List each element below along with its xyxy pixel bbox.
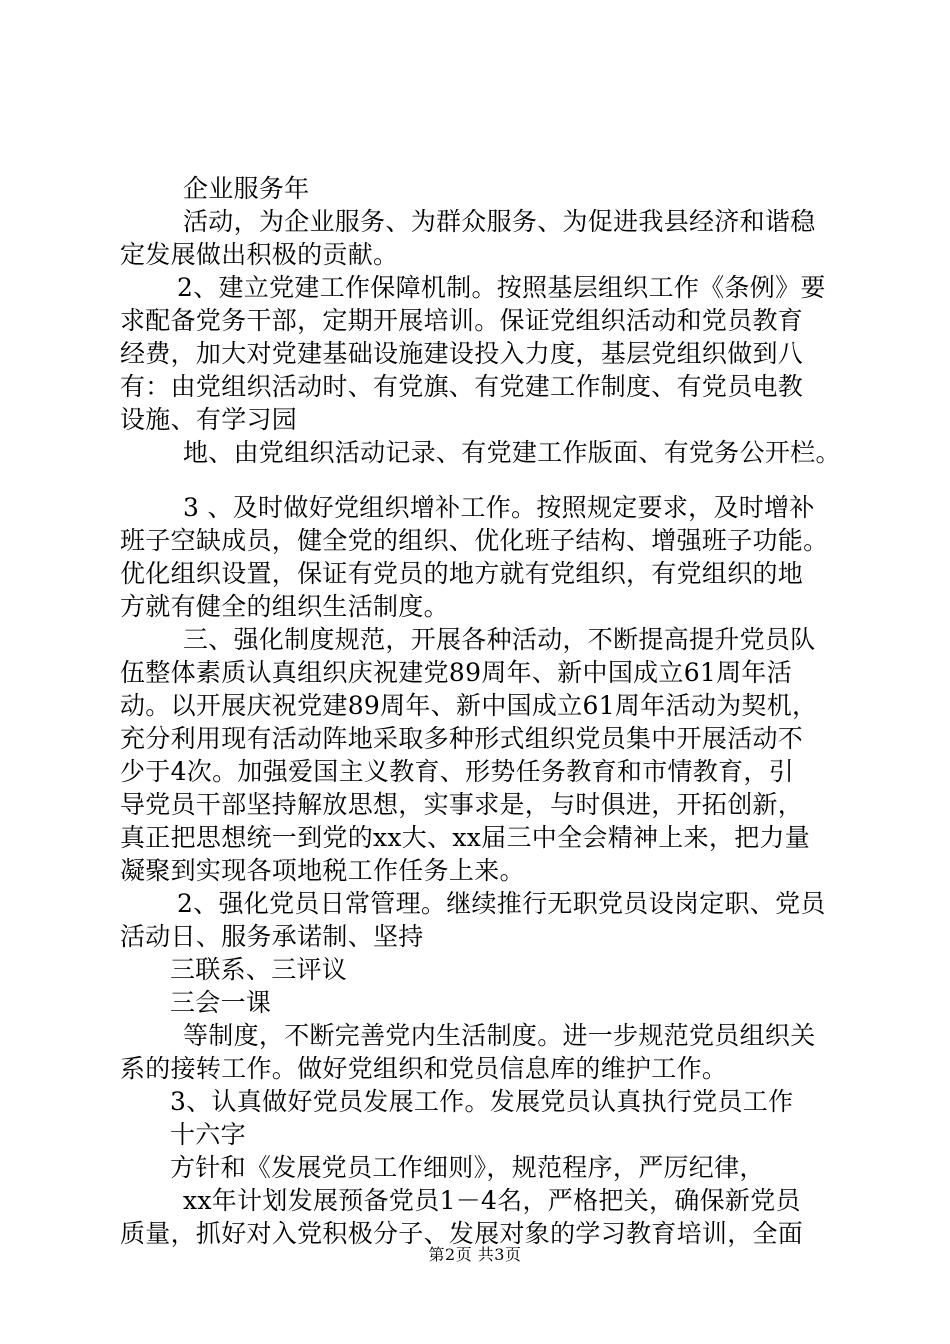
text-line: 十六字: [170, 1120, 246, 1149]
text-line: 地、由党组织活动记录、有党建工作版面、有党务公开栏。: [183, 438, 841, 467]
text-line: 3 、及时做好党组织增补工作。按照规定要求，及时增补: [183, 493, 815, 522]
text-line: 凝聚到实现各项地税工作任务上来。: [120, 856, 525, 885]
document-body: [120, 172, 840, 1250]
text-line: 活动，为企业服务、为群众服务、为促进我县经济和谐稳: [183, 207, 816, 236]
text-line: 方就有健全的组织生活制度。: [120, 592, 449, 621]
text-line: 充分利用现有活动阵地采取多种形式组织党员集中开展活动不: [120, 724, 804, 753]
text-line: 等制度，不断完善党内生活制度。进一步规范党员组织关: [183, 1021, 816, 1050]
text-line: 企业服务年: [183, 174, 310, 203]
text-line: 真正把思想统一到党的xx大、xx届三中全会精神上来，把力量: [120, 823, 811, 852]
text-line: 定发展做出积极的贡献。: [120, 240, 399, 269]
text-line: 设施、有学习园: [120, 405, 298, 434]
text-line: 伍整体素质认真组织庆祝建党89周年、新中国成立61周年活: [120, 658, 793, 687]
text-line: 导党员干部坚持解放思想，实事求是，与时俱进，开拓创新，: [120, 790, 804, 819]
paragraph-gap: [120, 469, 840, 491]
page-footer: 第2页 共3页: [428, 1245, 522, 1264]
text-line: 方针和《发展党员工作细则》，规范程序，严厉纪律，: [170, 1153, 765, 1182]
text-line: 有：由党组织活动时、有党旗、有党建工作制度、有党员电教: [120, 372, 804, 401]
text-line: 2、建立党建工作保障机制。按照基层组织工作《条例》要: [177, 273, 826, 302]
text-line: 活动日、服务承诺制、坚持: [120, 922, 424, 951]
text-line: 三联系、三评议: [170, 955, 348, 984]
text-line: 质量，抓好对入党积极分子、发展对象的学习教育培训，全面: [120, 1219, 804, 1248]
text-line: 系的接转工作。做好党组织和党员信息库的维护工作。: [120, 1054, 728, 1083]
text-line: 经费，加大对党建基础设施建设投入力度，基层党组织做到八: [120, 339, 804, 368]
text-line: 班子空缺成员，健全党的组织、优化班子结构、增强班子功能。: [120, 526, 829, 555]
text-line: 2、强化党员日常管理。继续推行无职党员设岗定职、党员: [177, 889, 826, 918]
text-line: xx年计划发展预备党员1－4名，严格把关，确保新党员: [183, 1186, 801, 1215]
text-line: 3、认真做好党员发展工作。发展党员认真执行党员工作: [170, 1087, 794, 1116]
text-line: 求配备党务干部，定期开展培训。保证党组织活动和党员教育: [120, 306, 804, 335]
text-line: 三会一课: [170, 988, 272, 1017]
text-line: 优化组织设置，保证有党员的地方就有党组织，有党组织的地: [120, 559, 804, 588]
text-line: 动。以开展庆祝党建89周年、新中国成立61周年活动为契机，: [120, 691, 818, 720]
text-line: 三、强化制度规范，开展各种活动，不断提高提升党员队: [183, 625, 816, 654]
text-line: 少于4次。加强爱国主义教育、形势任务教育和市情教育，引: [120, 757, 795, 786]
